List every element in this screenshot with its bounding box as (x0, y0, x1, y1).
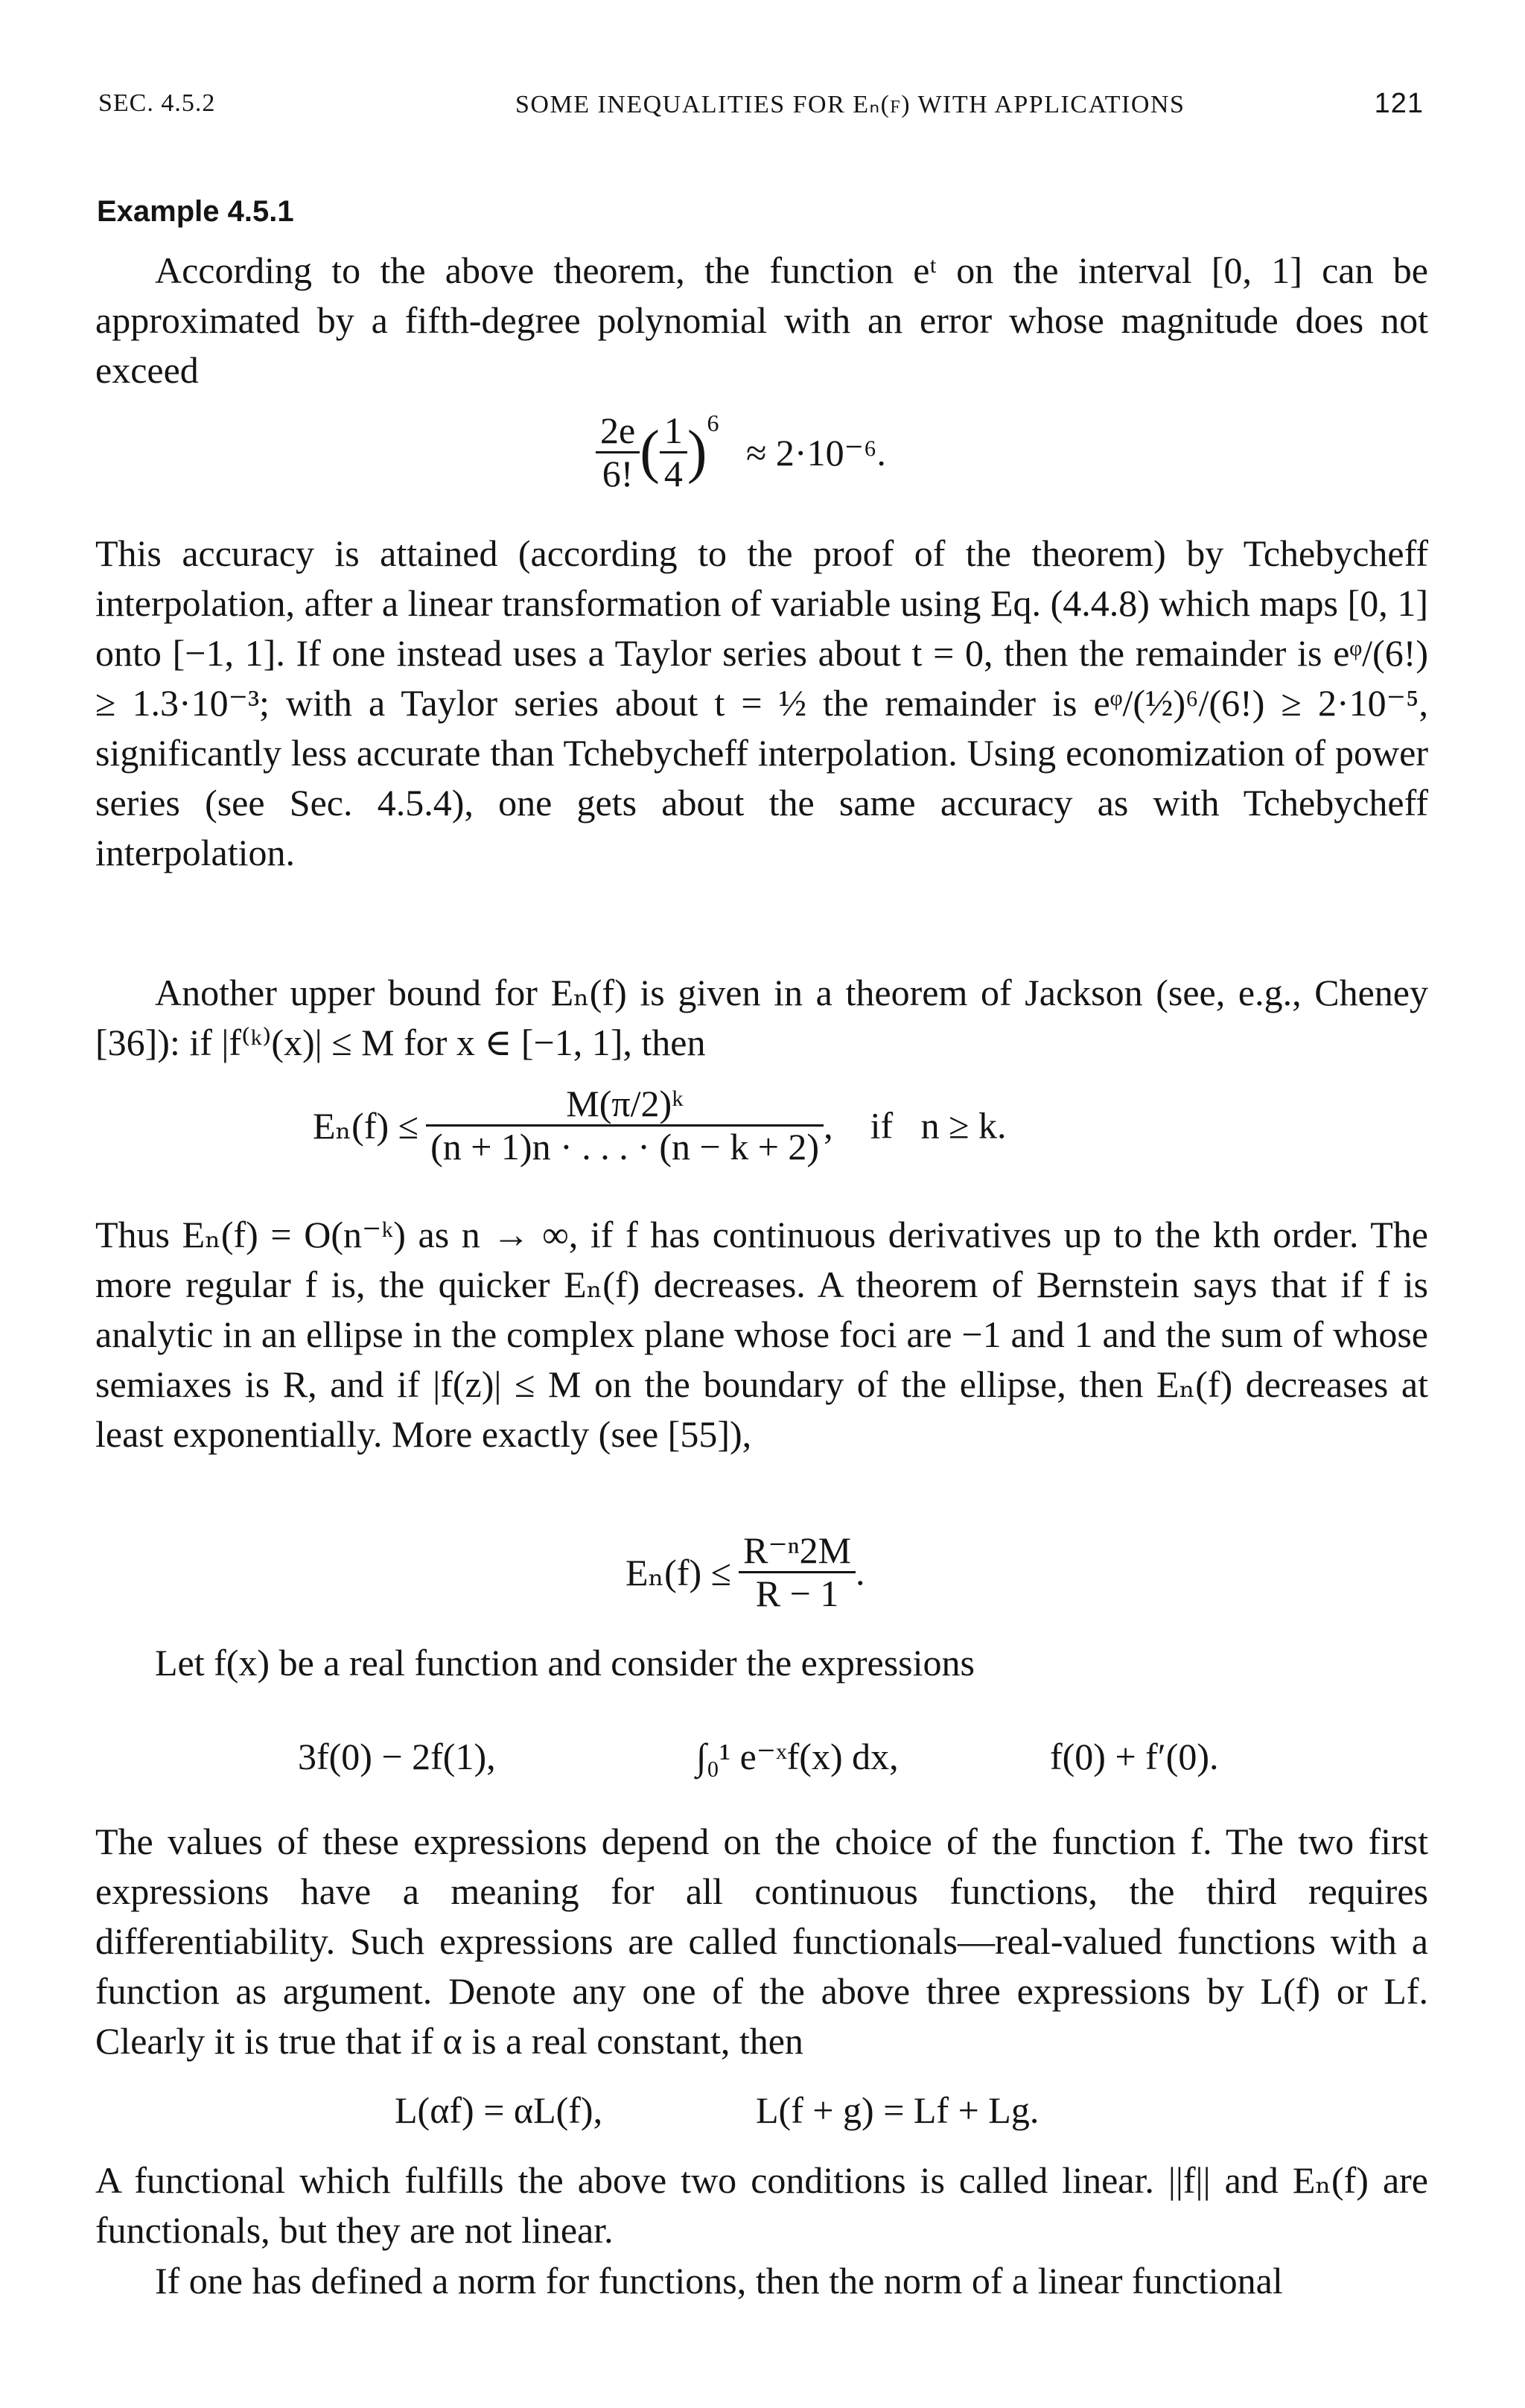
fraction-bernstein: $\frac{\text{R⁻ⁿ2M}}{R - 1}$ (739, 1530, 856, 1614)
paragraph-8: If one has defined a norm for functions, then the norm of a linear functional (155, 2260, 1283, 2302)
fraction-jackson: $\frac{\text{M(π/2)ᵏ}}{(n + 1)n \cdot . . . \cdot (n - k + 2)}$ (426, 1083, 824, 1168)
running-title: SOME INEQUALITIES FOR Eₙ(f) WITH APPLICATIONS (515, 91, 1185, 118)
paragraph-6: The values of these expressions depend on the choice of the function f. The two first expressions have a meaning for all continuous functions, the third requires differentiability. Such expressions are called functionals—real-valued functions with a function as argument. Denote any one of the above three expressions by L(f) or Lf. Clearly it is true that if α is a real constant, then (95, 1821, 1428, 2062)
paragraph-7: A functional which fulfills the above two conditions is called linear. ||f|| and Eₙ(f) are functionals, but they are not linear. (95, 2159, 1428, 2251)
paragraph-4: Thus Eₙ(f) = O(n⁻ᵏ) as n → ∞, if f has continuous derivatives up to the kth order. The more regular f is, the quicker Eₙ(f) decreases. A theorem of Bernstein says that if f is analytic in an ellipse in the complex plane whose foci are −1 and 1 and the sum of whose semiaxes is R, and if |f(z)| ≤ M on the boundary of the ellipse, then Eₙ(f) decreases at least exponentially. More exactly (see [55]), (95, 1214, 1428, 1455)
paragraph-1: According to the above theorem, the function eᵗ on the interval [0, 1] can be approximated by a fifth-degree polynomial with an error whose magnitude does not exceed (95, 249, 1428, 391)
paragraph-3: Another upper bound for Eₙ(f) is given in a theorem of Jackson (see, e.g., Cheney [36]): if |f⁽ᵏ⁾(x)| ≤ M for x ∈ [−1, 1], then (95, 972, 1428, 1063)
equation-error-bound: $\frac{2e}{6!}$ ( $\frac{1}{4}$ )$^6$ ≈ 2·10⁻⁶. (596, 410, 886, 494)
page-number: 121 (1374, 88, 1424, 119)
fraction-one-quarter: $\frac{1}{4}$ (660, 410, 687, 494)
paragraph-5: Let f(x) be a real function and consider the expressions (155, 1642, 975, 1684)
running-header (98, 89, 1424, 134)
example-title: Example 4.5.1 (97, 195, 294, 228)
paragraph-2: This accuracy is attained (according to the proof of the theorem) by Tchebycheff interpolation, after a linear transformation of variable using Eq. (4.4.8) which maps [0, 1] onto [−1, 1]. If one instead uses a Taylor series about t = 0, then the remainder is eᵠ/(6!) ≥ 1.3·10⁻³; with a Taylor series about t = ½ the remainder is eᵠ/(½)⁶/(6!) ≥ 2·10⁻⁵, significantly less accurate than Tchebycheff interpolation. Using economization of power series (see Sec. 4.5.4), one gets about the same accuracy as with Tchebycheff interpolation. (95, 532, 1428, 873)
equation-expressions: 3f(0) − 2f(1), ∫₀¹ e⁻ˣf(x) dx, f(0) + f′(0). (298, 1736, 1219, 1777)
fraction-2e-over-6fact: $\frac{2e}{6!}$ (596, 410, 640, 494)
equation-jackson: Eₙ(f) ≤ $\frac{\text{M(π/2)ᵏ}}{(n + 1)n \cdot . . . \cdot (n - k + 2)}$ , if n ≥ k. (313, 1083, 1007, 1168)
section-number: SEC. 4.5.2 (98, 89, 216, 117)
equation-bernstein: Eₙ(f) ≤ $\frac{\text{R⁻ⁿ2M}}{R - 1}$ . (625, 1529, 865, 1614)
equation-linearity: L(αf) = αL(f), L(f + g) = Lf + Lg. (395, 2089, 1040, 2131)
